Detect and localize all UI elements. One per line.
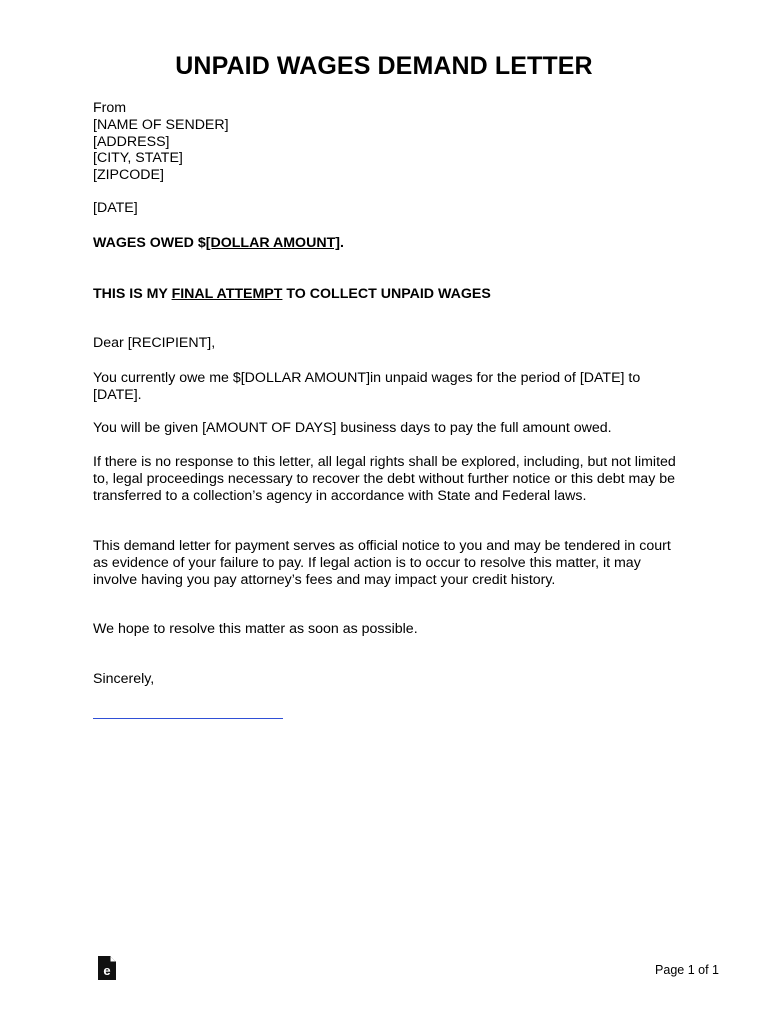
final-attempt-line bbox=[93, 286, 491, 302]
sender-name: [NAME OF SENDER] bbox=[93, 116, 229, 133]
paragraph-owed-amount: You currently owe me $[DOLLAR AMOUNT]in unpaid wages for the period of [DATE] to [DATE]. bbox=[93, 370, 641, 403]
final-attempt-suffix: TO COLLECT UNPAID WAGES bbox=[282, 286, 491, 302]
paragraph-payment-deadline: You will be given [AMOUNT OF DAYS] business days to pay the full amount owed. bbox=[93, 420, 612, 436]
signature-line bbox=[93, 718, 283, 719]
sender-zipcode: [ZIPCODE] bbox=[93, 167, 164, 184]
paragraph-legal-rights: If there is no response to this letter, all legal rights shall be explored, including, but not limited to, legal proceedings necessary to recover the debt without further notice or this debt may be transferred to a collection’s agency in accordance with State and Federal laws. bbox=[93, 454, 676, 504]
document-title: UNPAID WAGES DEMAND LETTER bbox=[175, 52, 593, 80]
letter-date: [DATE] bbox=[93, 200, 138, 216]
sender-block bbox=[93, 100, 693, 184]
from-label: From bbox=[93, 100, 127, 116]
paragraph-resolve: We hope to resolve this matter as soon as possible. bbox=[93, 621, 418, 637]
page-number: Page 1 of 1 bbox=[655, 963, 719, 977]
wages-owed-prefix: WAGES OWED $ bbox=[93, 235, 206, 251]
eforms-document-icon bbox=[97, 955, 117, 981]
paragraph-official-notice: This demand letter for payment serves as official notice to you and may be tendered in court as evidence of your failure to pay. If legal action is to occur to resolve this matter, it may involve having you pay attorney’s fees and may impact your credit history. bbox=[93, 538, 671, 588]
closing: Sincerely, bbox=[93, 671, 155, 687]
salutation: Dear [RECIPIENT], bbox=[93, 335, 216, 351]
sender-address: [ADDRESS] bbox=[93, 133, 170, 150]
final-attempt-emphasis: FINAL ATTEMPT bbox=[171, 286, 283, 302]
wages-owed-suffix: . bbox=[339, 235, 344, 251]
svg-text:e: e bbox=[103, 963, 111, 978]
wages-owed-amount: [DOLLAR AMOUNT] bbox=[205, 235, 340, 251]
final-attempt-prefix: THIS IS MY bbox=[93, 286, 172, 302]
sender-city-state: [CITY, STATE] bbox=[93, 150, 183, 167]
wages-owed-line bbox=[93, 235, 344, 251]
